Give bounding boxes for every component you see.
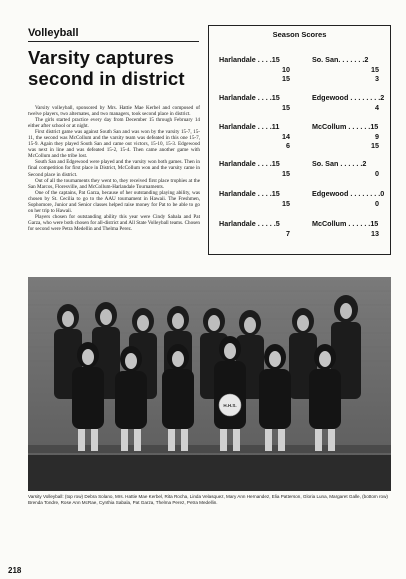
score-home bbox=[219, 189, 290, 208]
home-score: 14 bbox=[282, 131, 290, 141]
opponent-score: 2 bbox=[362, 159, 367, 168]
opponent-score: 4 bbox=[375, 102, 379, 112]
home-score: 15 bbox=[282, 168, 290, 178]
page-number: 218 bbox=[8, 566, 22, 575]
body-paragraph: Varsity volleyball, sponsored by Mrs. Hattie Mae Kerbel and composed of twelve players, two alternates, and two managers, took second place in district. bbox=[28, 105, 200, 118]
home-score: 15 bbox=[271, 93, 280, 102]
headline-line-1: Varsity captures bbox=[28, 47, 175, 68]
headline-line-2: second in district bbox=[28, 68, 185, 89]
home-score: 10 bbox=[282, 64, 290, 74]
home-team-name: Harlandale bbox=[219, 189, 256, 198]
score-home bbox=[219, 93, 290, 112]
opponent-team-name: McCollum bbox=[312, 122, 347, 131]
leader-dots: . . . . . bbox=[255, 219, 276, 228]
score-opponent bbox=[312, 219, 379, 238]
opponent-score: 15 bbox=[371, 141, 379, 151]
score-home bbox=[219, 55, 290, 84]
opponent-score: 0 bbox=[375, 198, 379, 208]
opponent-score: 0 bbox=[375, 168, 379, 178]
body-paragraph: Players chosen for outstanding ability this year were Cindy Sabala and Pat Garza, who were both chosen for all-district and All State Volleyball teams. Chosen for second were Petra Medellin and Thelma Perez. bbox=[28, 213, 200, 232]
home-score: 15 bbox=[271, 159, 280, 168]
volleyball-text: H.H.S. bbox=[223, 403, 237, 408]
home-team-name: Harlandale bbox=[219, 159, 256, 168]
opponent-team-name: So. San bbox=[312, 159, 339, 168]
home-score: 15 bbox=[282, 74, 290, 84]
opponent-score: 15 bbox=[370, 219, 379, 228]
score-opponent bbox=[312, 159, 379, 178]
opponent-score: 9 bbox=[375, 131, 379, 141]
leader-dots: . . . . bbox=[255, 159, 272, 168]
leader-dots: . . . . . . . . bbox=[348, 93, 381, 102]
season-scores-title: Season Scores bbox=[272, 30, 327, 39]
opponent-team-name: Edgewood bbox=[312, 189, 349, 198]
opponent-score: 0 bbox=[380, 189, 385, 198]
score-opponent bbox=[312, 189, 384, 208]
opponent-score: 2 bbox=[364, 55, 369, 64]
opponent-score: 2 bbox=[380, 93, 385, 102]
home-score: 15 bbox=[271, 55, 280, 64]
opponent-team-name: Edgewood bbox=[312, 93, 349, 102]
team-photo-image bbox=[28, 277, 391, 491]
home-team-name: Harlandale bbox=[219, 219, 256, 228]
leader-dots: . . . . . . bbox=[346, 122, 371, 131]
photo-caption: Varsity Volleyball: (top row) Debra Solano, Mrs. Hattie Mae Kerbel, Rita Rocha, Linda Velasquez, Mary Ann Hernandez, Elia Patterson, Gloria Luna, Margaret Galle, (bottom row) Brenda Tondre, Rose Ann McRae, Cynthia Sabala, Pat Garza, Thelma Perez, Petra Medellin. bbox=[28, 494, 388, 505]
section-tag: Volleyball bbox=[28, 27, 79, 39]
home-score: 15 bbox=[282, 198, 290, 208]
home-team-name: Harlandale bbox=[219, 122, 256, 131]
leader-dots: . . . . bbox=[255, 55, 272, 64]
home-team-name: Harlandale bbox=[219, 55, 256, 64]
body-paragraph: Out of all the tournaments they went to, they received first place trophies at the San Marcos, Floresville, and McCollum-Harlandale Tournaments. bbox=[28, 177, 200, 190]
home-score: 15 bbox=[282, 102, 290, 112]
body-paragraph: First district game was against South San and was won by the varsity 15-7, 15-11, the second was McCollum and the varsity team was defeated in this one 15-7, 15-9. Again they played South San and came out victors, 15-10, 15-3. Edgewood was next in line and was defeated 15-2, 15-4. Then came another game with McCollum and the tribe lost. bbox=[28, 129, 200, 160]
body-paragraph: South San and Edgewood were played and the varsity won both games. Then in final competition for first place in District, McCollum won and the varsity came in Second place in district. bbox=[28, 159, 200, 178]
leader-dots: . . . . . . . . bbox=[348, 189, 381, 198]
score-home bbox=[219, 159, 290, 178]
leader-dots: . . . . bbox=[255, 189, 272, 198]
opponent-team-name: McCollum bbox=[312, 219, 347, 228]
opponent-score: 15 bbox=[370, 122, 379, 131]
leader-dots: . . . . . . bbox=[340, 55, 365, 64]
score-opponent bbox=[312, 122, 379, 151]
headline bbox=[28, 47, 203, 89]
article-body bbox=[28, 105, 200, 232]
leader-dots: . . . . bbox=[255, 93, 272, 102]
opponent-score: 3 bbox=[375, 74, 379, 84]
opponent-team-name: So. San. bbox=[312, 55, 341, 64]
home-score: 7 bbox=[286, 228, 290, 238]
leader-dots: . . . . . . bbox=[346, 219, 371, 228]
score-opponent bbox=[312, 55, 379, 84]
season-scores-box bbox=[208, 25, 391, 255]
home-score: 11 bbox=[271, 122, 280, 131]
score-home bbox=[219, 122, 290, 151]
opponent-score: 15 bbox=[371, 64, 379, 74]
home-team-name: Harlandale bbox=[219, 93, 256, 102]
opponent-score: 13 bbox=[371, 228, 379, 238]
team-photo bbox=[28, 277, 391, 491]
home-score: 15 bbox=[271, 189, 280, 198]
home-score: 5 bbox=[275, 219, 280, 228]
leader-dots: . . . . . . bbox=[338, 159, 363, 168]
score-home bbox=[219, 219, 290, 238]
home-score: 6 bbox=[286, 141, 290, 151]
leader-dots: . . . . bbox=[255, 122, 272, 131]
body-paragraph: The girls started practice every day from December 15 through February 14 either after school or at night. bbox=[28, 117, 200, 130]
score-opponent bbox=[312, 93, 384, 112]
section-rule bbox=[28, 41, 199, 42]
body-paragraph: One of the captains, Pat Garza, because of her outstanding playing ability, was chosen by St. Cecilia to go to the AAU tournament in Hawaii. The Freshmen, Sophomore, Junior and Senior classes helped raise money for Pat to be able to go on her trip to Hawaii. bbox=[28, 189, 200, 214]
